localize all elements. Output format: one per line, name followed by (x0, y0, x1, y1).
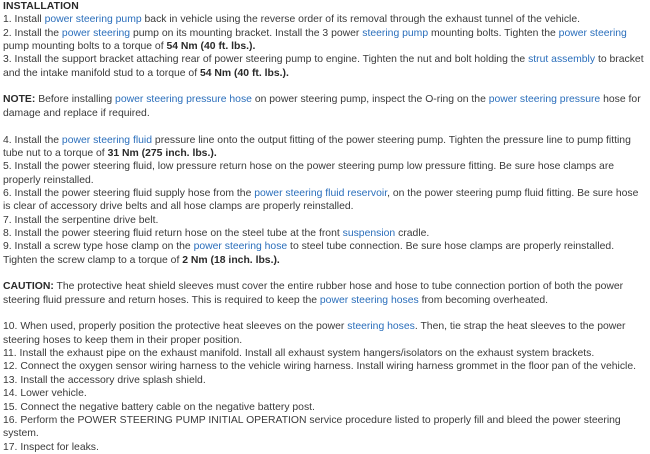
section-heading: INSTALLATION (3, 1, 79, 12)
text-run: 6. Install the power steering fluid supply hose from the (3, 187, 255, 199)
emphasis-text: 54 Nm (40 ft. lbs.). (166, 41, 256, 53)
reference-link[interactable]: power steering hose (193, 241, 288, 253)
reference-link[interactable]: power steering fluid (61, 134, 153, 146)
step-item (3, 240, 647, 267)
text-run: back in vehicle using the reverse order of its removal through the exhaust tunnel of the vehicle. (141, 14, 581, 26)
text-run: 7. Install the serpentine drive belt. (3, 214, 159, 226)
spacer (3, 307, 647, 320)
emphasis-text: 54 Nm (40 ft. lbs.). (199, 67, 289, 79)
text-run: 8. Install the power steering fluid return hose on the steel tube at the front (3, 227, 343, 239)
installation-document (3, 0, 647, 454)
step-item (3, 53, 647, 80)
text-run: , on the power steering pump fluid fitting. Be sure hose is clear of accessory drive belts and all hose clamps are properly reinstalled. (3, 187, 639, 213)
step-item (3, 13, 647, 26)
text-run: cradle. (395, 227, 430, 239)
emphasis-text: CAUTION: (3, 281, 54, 293)
text-run: The protective heat shield sleeves must cover the entire rubber hose and hose to tube connection portion of both the power steering fluid pressure and return hoses. This is required to keep the (3, 281, 624, 306)
step-item (3, 360, 647, 373)
text-run: 1. Install (3, 14, 45, 26)
step-item (3, 387, 647, 400)
step-item (3, 374, 647, 387)
step-item (3, 214, 647, 227)
text-run: hose for damage and replace if required. (3, 94, 641, 119)
reference-link[interactable]: power steering fluid reservoir (254, 187, 388, 199)
text-run: 2. Install the (3, 27, 62, 39)
spacer (3, 120, 647, 133)
text-run: 14. Lower vehicle. (3, 388, 87, 400)
text-run: to bracket and the intake manifold stud to a torque of (3, 54, 644, 79)
text-run: on power steering pump, inspect the O-ring on the (251, 94, 489, 106)
spacer (3, 80, 647, 93)
step-item (3, 347, 647, 360)
text-run: 10. When used, properly position the protective heat sleeves on the power (3, 321, 348, 333)
step-item (3, 187, 647, 214)
emphasis-text: NOTE: (3, 94, 36, 106)
note-paragraph (3, 93, 647, 120)
text-run: 16. Perform the POWER STEERING PUMP INITIAL OPERATION service procedure listed to properly fill and bleed the power steering system. (3, 414, 621, 440)
steps-group-3 (3, 320, 647, 453)
text-run: 15. Connect the negative battery cable on the negative battery post. (3, 401, 315, 413)
reference-link[interactable]: power steering pressure hose (115, 94, 252, 106)
step-item (3, 414, 647, 441)
text-run: 5. Install the power steering fluid, low pressure return hose on the power steering pump low pressure fitting. Be sure hose clamps are properly reinstalled. (3, 161, 615, 186)
reference-link[interactable]: power steering pressure (488, 94, 601, 106)
step-item (3, 160, 647, 187)
text-run: pressure line onto the output fitting of the power steering pump. Tighten the pressure line to pump fitting tube nut to a torque of (3, 134, 631, 159)
reference-link[interactable]: power steering (558, 27, 627, 39)
step-item (3, 134, 647, 161)
text-run: . Then, tie strap the heat sleeves to the power steering hoses to keep them in their proper position. (3, 321, 626, 346)
text-run: 3. Install the support bracket attaching rear of power steering pump to engine. Tighten the nut and bolt holding the (3, 54, 529, 66)
reference-link[interactable]: suspension (342, 227, 396, 239)
text-run: from becoming overheated. (418, 294, 549, 306)
steps-group-2 (3, 134, 647, 267)
step-item (3, 27, 647, 54)
step-item (3, 441, 647, 454)
step-item (3, 320, 647, 347)
step-item (3, 227, 647, 240)
reference-link[interactable]: strut assembly (528, 54, 596, 66)
text-run: 9. Install a screw type hose clamp on the (3, 241, 194, 253)
text-run: 13. Install the accessory drive splash shield. (3, 374, 206, 386)
text-run: 17. Inspect for leaks. (3, 441, 99, 453)
emphasis-text: 31 Nm (275 inch. lbs.). (107, 147, 217, 159)
text-run: pump mounting bolts to a torque of (3, 41, 167, 53)
step-item (3, 401, 647, 414)
text-run: pump on its mounting bracket. Install the 3 power (130, 27, 363, 39)
text-run: 4. Install the (3, 134, 62, 146)
caution-paragraph (3, 280, 647, 307)
text-run: to steel tube connection. Be sure hose clamps are properly reinstalled. Tighten the screw clamp to a torque of (3, 241, 615, 266)
spacer (3, 267, 647, 280)
reference-link[interactable]: steering hoses (347, 321, 415, 333)
text-run: mounting bolts. Tighten the (428, 27, 559, 39)
reference-link[interactable]: power steering (61, 27, 131, 39)
text-run: Before installing (35, 94, 116, 106)
emphasis-text: 2 Nm (18 inch. lbs.). (182, 254, 280, 266)
reference-link[interactable]: power steering pump (44, 14, 142, 26)
steps-group-1 (3, 13, 647, 80)
reference-link[interactable]: power steering hoses (319, 294, 419, 306)
reference-link[interactable]: steering pump (362, 27, 429, 39)
text-run: 12. Connect the oxygen sensor wiring harness to the vehicle wiring harness. Install wiring harness grommet in the floor pan of the vehicle. (3, 361, 637, 373)
text-run: 11. Install the exhaust pipe on the exhaust manifold. Install all exhaust system hangers/isolators on the exhaust system brackets. (3, 348, 595, 360)
